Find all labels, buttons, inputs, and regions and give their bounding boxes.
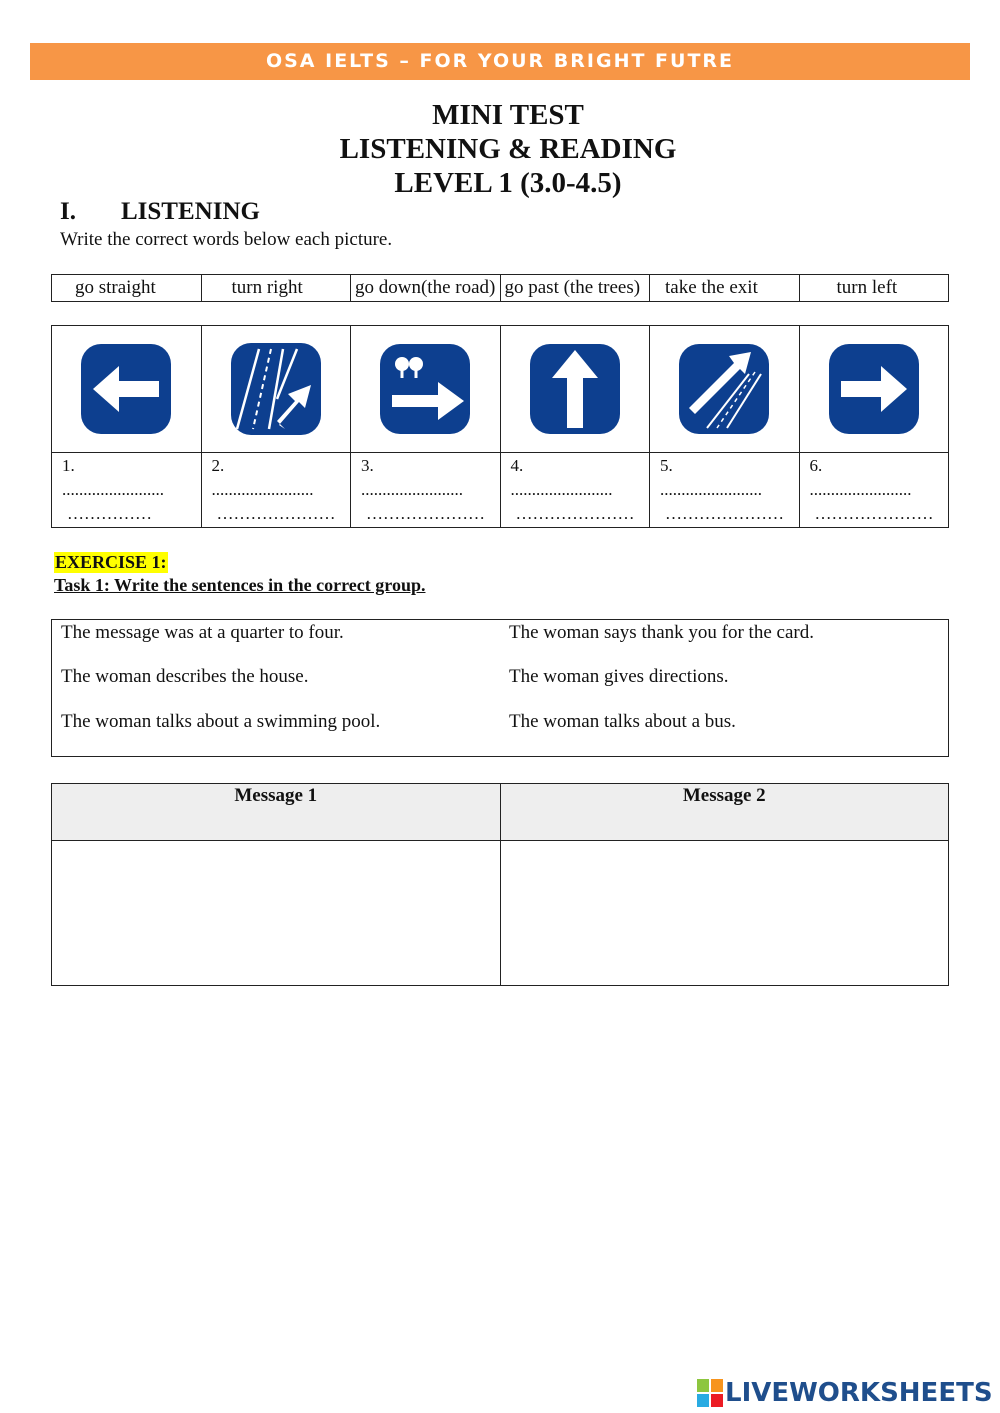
sentence-bank [51,619,949,757]
answer-number: 1. [62,456,75,475]
sign-cell [650,326,800,453]
sentence-item[interactable]: The woman talks about a bus. [509,711,736,732]
sentence-item[interactable]: The message was at a quarter to four. [61,622,344,643]
sign-cell [799,326,949,453]
answer-number: 4. [510,456,524,475]
message-2-header: Message 2 [500,784,949,841]
message-groups-table [51,783,949,986]
answer-dots: ………………… [515,504,635,523]
section-heading [60,198,260,226]
answer-cell[interactable] [500,453,650,528]
page-title [0,98,1000,200]
answer-dots: ........................ [361,480,463,499]
answer-cell[interactable] [650,453,800,528]
word-bank-item: turn right [201,275,351,302]
answer-number: 5. [660,456,673,475]
word-bank-item: turn left [799,275,949,302]
go-down-road-icon [679,344,769,434]
sentence-item[interactable]: The woman gives directions. [509,666,729,687]
sentence-item[interactable]: The woman describes the house. [61,666,309,687]
exercise-label: EXERCISE 1: [55,552,167,572]
answer-dots: ........................ [62,480,164,499]
answer-number: 3. [361,456,374,475]
title-line-1: MINI TEST [432,99,584,131]
answer-dots: ........................ [211,480,314,499]
word-bank-item: go past (the trees) [500,275,650,302]
footer-logo [697,1376,993,1410]
answer-dots: ........................ [809,480,912,499]
sign-cell [52,326,202,453]
sign-cell [351,326,501,453]
arrow-up-icon [530,344,620,434]
answer-dots: …………… [67,504,152,523]
answer-dots: ........................ [660,480,762,499]
arrow-right-icon [829,344,919,434]
listening-instruction: Write the correct words below each picture. [60,229,393,250]
answer-dots: ………………… [665,504,784,523]
answer-dots: ………………… [366,504,485,523]
task-instruction: Task 1: Write the sentences in the correct group. [54,575,426,595]
word-bank-item: take the exit [650,275,800,302]
answer-dots: ………………… [814,504,934,523]
message-1-drop-area[interactable] [52,841,501,986]
sign-cell [201,326,351,453]
answer-dots: ........................ [510,480,613,499]
answer-number: 6. [809,456,823,475]
signs-picture-row [52,326,949,453]
message-2-drop-area[interactable] [500,841,949,986]
answer-dots: ………………… [216,504,336,523]
header-banner: OSA IELTS – FOR YOUR BRIGHT FUTRE [30,43,970,80]
message-1-header: Message 1 [52,784,501,841]
signs-answer-row [52,453,949,528]
footer-brand: LIVEWORKSHEETS [725,1378,993,1408]
title-line-2: LISTENING & READING [339,133,677,165]
sentence-item[interactable]: The woman talks about a swimming pool. [61,711,381,732]
answer-cell[interactable] [799,453,949,528]
take-exit-icon [231,343,321,435]
sign-cell [500,326,650,453]
title-line-3: LEVEL 1 (3.0-4.5) [394,167,622,199]
word-bank-row [52,275,949,302]
message-header-row [52,784,949,841]
message-drop-row [52,841,949,986]
word-bank-table [51,274,949,302]
answer-cell[interactable] [52,453,202,528]
liveworksheets-logo-icon [697,1379,723,1407]
section-title: LISTENING [121,198,260,225]
word-bank-item: go straight [52,275,202,302]
word-bank-item: go down(the road) [351,275,501,302]
answer-cell[interactable] [201,453,351,528]
section-number: I. [60,198,76,225]
arrow-left-icon [81,344,171,434]
answer-cell[interactable] [351,453,501,528]
sentence-item[interactable]: The woman says thank you for the card. [509,622,814,643]
road-signs-table [51,325,949,528]
go-past-trees-icon [380,344,470,434]
answer-number: 2. [211,456,225,475]
